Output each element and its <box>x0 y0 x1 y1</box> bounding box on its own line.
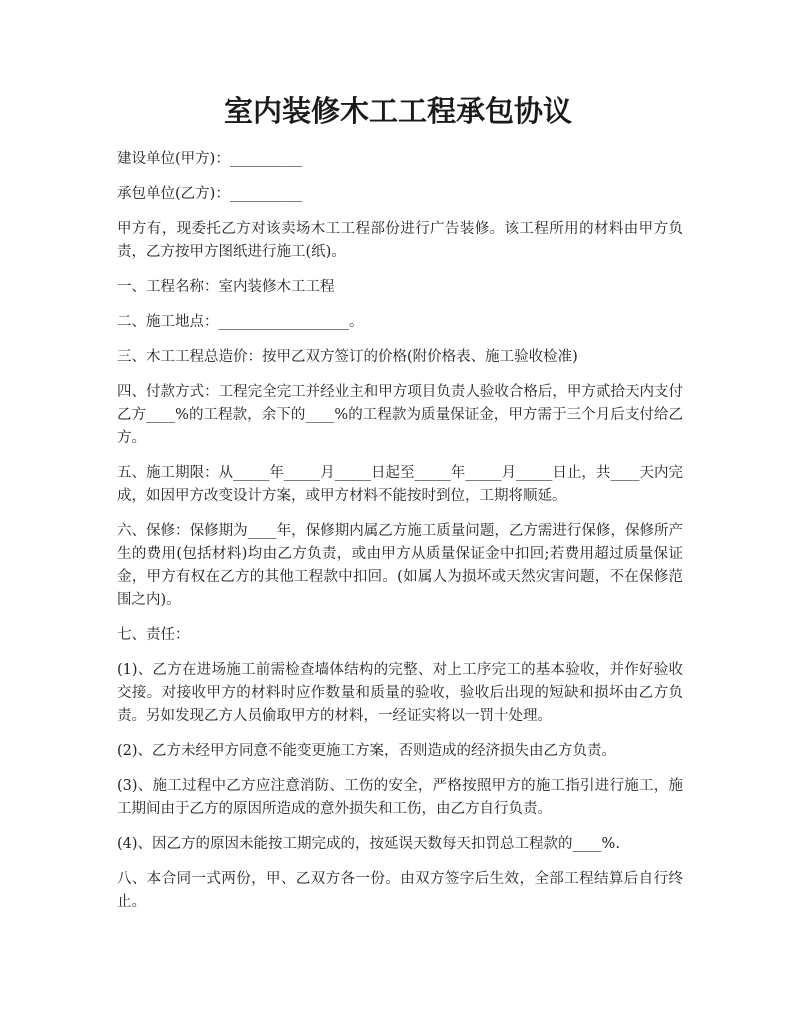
intro-paragraph: 甲方有，现委托乙方对该卖场木工工程部份进行广告装修。该工程所用的材料由甲方负责，乙方按甲方图纸进行施工(纸)。 <box>117 221 683 260</box>
party-b-line: 承包单位(乙方)：__________ <box>117 186 303 202</box>
clause-7-item-1: (1)、乙方在进场施工前需检查墙体结构的完整、对上工序完工的基本验收，并作好验收交接。对接收甲方的材料时应作数量和质量的验收，验收后出现的短缺和损坏由乙方负责。另如发现乙方人员偷取甲方的材料，一经证实将以一罚十处理。 <box>117 662 683 724</box>
clause-5-schedule: 五、施工期限：从_____年_____月_____日起至_____年_____月_____日止，共____天内完成，如因甲方改变设计方案，或甲方材料不能按时到位，工期将顺延。 <box>117 465 683 504</box>
clause-7-responsibility: 七、责任： <box>117 627 190 643</box>
clause-6-warranty: 六、保修：保修期为____年，保修期内属乙方施工质量问题，乙方需进行保修，保修所产生的费用(包括材料)均由乙方负责，或由甲方从质量保证金中扣回;若费用超过质量保证金，甲方有权在乙方的其他工程款中扣回。(如属人为损坏或天然灾害问题，不在保修范围之内)。 <box>117 523 683 608</box>
clause-3-total-price: 三、木工工程总造价：按甲乙双方签订的价格(附价格表、施工验收检准) <box>117 349 578 365</box>
document-body <box>117 148 683 926</box>
clause-7-item-2: (2)、乙方未经甲方同意不能变更施工方案，否则造成的经济损失由乙方负责。 <box>117 743 617 759</box>
clause-2-location: 二、施工地点：__________________。 <box>117 314 364 330</box>
clause-8-copies: 八、本合同一式两份，甲、乙双方各一份。由双方签字后生效，全部工程结算后自行终止。 <box>117 871 683 910</box>
clause-7-item-3: (3)、施工过程中乙方应注意消防、工伤的安全，严格按照甲方的施工指引进行施工，施工期间由于乙方的原因所造成的意外损失和工伤，由乙方自行负责。 <box>117 778 683 817</box>
clause-4-payment: 四、付款方式：工程完全完工并经业主和甲方项目负责人验收合格后，甲方贰拾天内支付乙方____%的工程款，余下的____%的工程款为质量保证金，甲方需于三个月后支付给乙方。 <box>117 384 683 446</box>
clause-1-project-name: 一、工程名称：室内装修木工工程 <box>117 279 335 295</box>
document-title: 室内装修木工工程承包协议 <box>223 94 572 128</box>
clause-7-item-4: (4)、因乙方的原因未能按工期完成的，按延误天数每天扣罚总工程款的____%. <box>117 836 620 852</box>
party-a-line: 建设单位(甲方)：__________ <box>117 151 303 167</box>
